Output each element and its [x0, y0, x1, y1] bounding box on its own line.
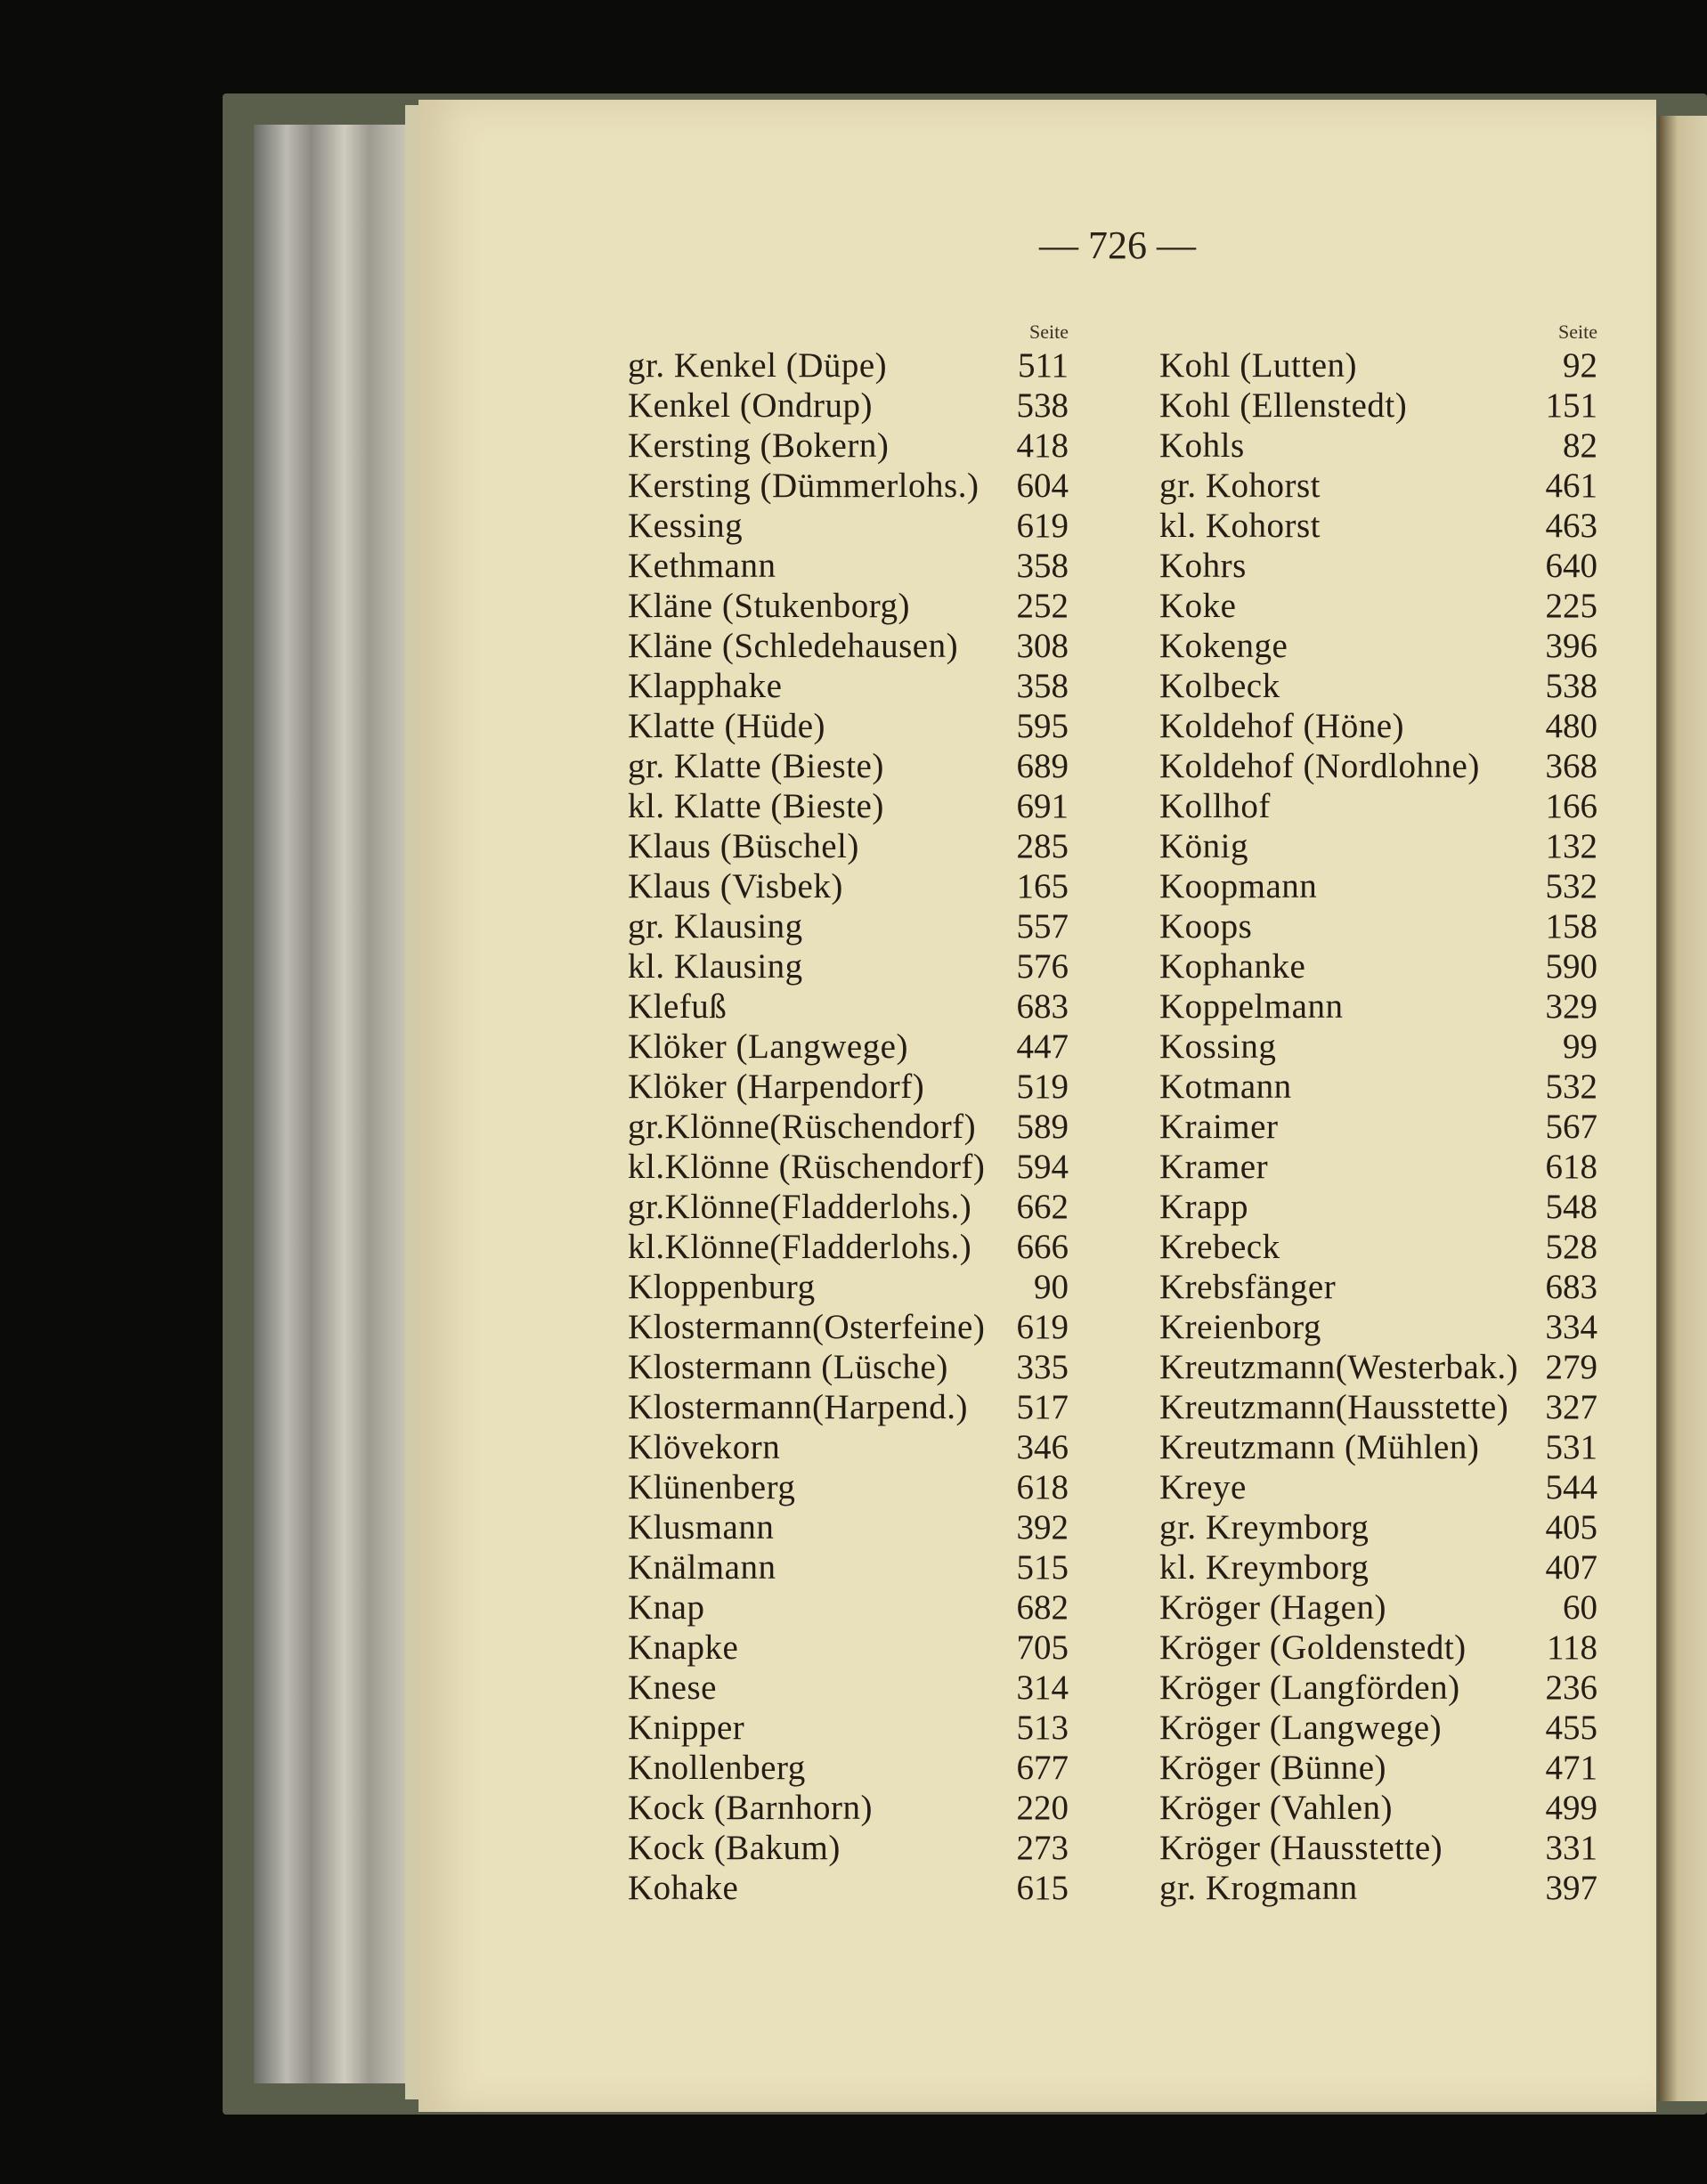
index-entry: [1159, 706, 1597, 746]
entry-page-number: 407: [1545, 1548, 1597, 1587]
entry-name: Kröger (Goldenstedt): [1159, 1628, 1467, 1667]
index-entry: [1159, 986, 1597, 1027]
entry-name: Kessing: [628, 507, 744, 545]
entry-page-number: 640: [1545, 547, 1597, 585]
entry-name: Krebsfänger: [1159, 1268, 1337, 1306]
entry-name: gr. Kreymborg: [1159, 1508, 1370, 1547]
entry-page-number: 118: [1546, 1628, 1597, 1667]
entry-name: Kreye: [1159, 1468, 1247, 1506]
entry-name: Kollhof: [1159, 787, 1271, 825]
entry-name: Koops: [1159, 907, 1253, 946]
entry-name: Kersting (Bokern): [628, 426, 890, 465]
entry-page-number: 99: [1563, 1027, 1597, 1066]
entry-name: Klusmann: [628, 1508, 775, 1547]
entry-name: Koke: [1159, 587, 1237, 625]
index-entry: [1159, 946, 1597, 986]
index-entry: [1159, 1107, 1597, 1147]
entry-name: Kethmann: [628, 547, 776, 585]
entry-page-number: 327: [1545, 1388, 1597, 1426]
index-entry: [1159, 1788, 1597, 1828]
entry-name: Knipper: [628, 1709, 745, 1747]
index-entry: [1159, 1748, 1597, 1788]
index-entry: [628, 1227, 1069, 1267]
entry-page-number: 335: [1016, 1348, 1069, 1386]
entry-name: Kenkel (Ondrup): [628, 386, 873, 425]
entry-page-number: 544: [1545, 1468, 1597, 1506]
index-entry: [628, 1307, 1069, 1347]
entry-page-number: 557: [1016, 907, 1069, 946]
entry-name: Klefuß: [628, 987, 728, 1026]
index-entry: [628, 1828, 1069, 1868]
entry-page-number: 519: [1016, 1068, 1069, 1106]
entry-name: kl. Kohorst: [1159, 507, 1321, 545]
entry-name: gr.Klönne(Fladderlohs.): [628, 1188, 972, 1226]
index-entry: [1159, 626, 1597, 666]
entry-name: Koppelmann: [1159, 987, 1344, 1026]
index-entry: [628, 786, 1069, 826]
entry-name: Kophanke: [1159, 947, 1306, 986]
index-entry: [1159, 1187, 1597, 1227]
index-entry: [628, 1187, 1069, 1227]
entry-page-number: 595: [1016, 707, 1069, 745]
entry-name: Kraimer: [1159, 1108, 1279, 1146]
entry-page-number: 662: [1016, 1188, 1069, 1226]
page-stack-edge: [254, 125, 419, 2083]
entry-page-number: 548: [1545, 1188, 1597, 1226]
entry-page-number: 397: [1545, 1869, 1597, 1907]
entry-page-number: 151: [1545, 386, 1597, 425]
index-entry: [1159, 1547, 1597, 1587]
entry-page-number: 576: [1016, 947, 1069, 986]
index-entry: [628, 1748, 1069, 1788]
entry-page-number: 236: [1545, 1668, 1597, 1707]
entry-page-number: 368: [1545, 747, 1597, 785]
index-entry: [1159, 1507, 1597, 1547]
entry-page-number: 346: [1016, 1428, 1069, 1466]
entry-name: Kolbeck: [1159, 667, 1280, 705]
index-entry: [628, 1027, 1069, 1067]
entry-page-number: 463: [1545, 507, 1597, 545]
entry-name: Kröger (Langwege): [1159, 1709, 1443, 1747]
index-entry: [628, 546, 1069, 586]
entry-page-number: 618: [1016, 1468, 1069, 1506]
index-entry: [628, 1467, 1069, 1507]
entry-name: Kreutzmann(Westerbak.): [1159, 1348, 1519, 1386]
entry-name: kl. Kreymborg: [1159, 1548, 1370, 1587]
entry-page-number: 677: [1016, 1749, 1069, 1787]
entry-page-number: 455: [1545, 1709, 1597, 1747]
index-entry: [1159, 506, 1597, 546]
index-entry: [1159, 866, 1597, 906]
index-entry: [628, 1868, 1069, 1908]
index-entry: [1159, 1628, 1597, 1668]
entry-page-number: 531: [1545, 1428, 1597, 1466]
entry-name: Kock (Bakum): [628, 1829, 841, 1867]
index-entry: [628, 1507, 1069, 1547]
entry-page-number: 252: [1016, 587, 1069, 625]
entry-page-number: 666: [1016, 1228, 1069, 1266]
entry-page-number: 158: [1545, 907, 1597, 946]
entry-name: Koopmann: [1159, 867, 1318, 905]
entry-name: Klöker (Harpendorf): [628, 1068, 925, 1106]
entry-page-number: 396: [1545, 627, 1597, 665]
index-entry: [1159, 826, 1597, 866]
entry-name: Kokenge: [1159, 627, 1288, 665]
index-entry: [628, 386, 1069, 426]
entry-name: Kröger (Bünne): [1159, 1749, 1386, 1787]
entry-page-number: 405: [1545, 1508, 1597, 1547]
index-entry: [1159, 786, 1597, 826]
entry-page-number: 682: [1016, 1588, 1069, 1627]
entry-page-number: 528: [1545, 1228, 1597, 1266]
entry-page-number: 60: [1563, 1588, 1597, 1627]
right-index-column: [1159, 321, 1597, 1908]
entry-name: Klövekorn: [628, 1428, 781, 1466]
index-entry: [1159, 1267, 1597, 1307]
entry-page-number: 358: [1016, 547, 1069, 585]
index-entry: [628, 426, 1069, 466]
entry-name: gr. Krogmann: [1159, 1869, 1358, 1907]
index-entry: [1159, 1708, 1597, 1748]
entry-page-number: 517: [1016, 1388, 1069, 1426]
entry-page-number: 308: [1016, 627, 1069, 665]
entry-name: Kröger (Vahlen): [1159, 1789, 1393, 1827]
entry-name: Klaus (Visbek): [628, 867, 843, 905]
entry-page-number: 82: [1563, 426, 1597, 465]
index-entry: [1159, 1227, 1597, 1267]
index-entry: [628, 906, 1069, 946]
index-entry: [1159, 1027, 1597, 1067]
entry-page-number: 480: [1545, 707, 1597, 745]
index-entry: [628, 1347, 1069, 1387]
entry-page-number: 165: [1016, 867, 1069, 905]
right-entries-list: [1159, 345, 1597, 1908]
entry-page-number: 334: [1545, 1308, 1597, 1346]
entry-name: Kohls: [1159, 426, 1245, 465]
index-entry: [628, 506, 1069, 546]
entry-page-number: 615: [1016, 1869, 1069, 1907]
entry-page-number: 511: [1017, 346, 1069, 385]
index-entry: [628, 1107, 1069, 1147]
index-entry: [1159, 906, 1597, 946]
entry-name: gr. Kohorst: [1159, 467, 1321, 505]
entry-page-number: 461: [1545, 467, 1597, 505]
entry-page-number: 590: [1545, 947, 1597, 986]
entry-page-number: 331: [1545, 1829, 1597, 1867]
index-entry: [628, 706, 1069, 746]
entry-name: Knapke: [628, 1628, 739, 1667]
entry-page-number: 358: [1016, 667, 1069, 705]
index-entry: [628, 1628, 1069, 1668]
entry-page-number: 92: [1563, 346, 1597, 385]
index-entry: [1159, 426, 1597, 466]
entry-name: gr. Klatte (Bieste): [628, 747, 884, 785]
index-entry: [1159, 386, 1597, 426]
entry-name: kl. Klatte (Bieste): [628, 787, 884, 825]
entry-page-number: 273: [1016, 1829, 1069, 1867]
index-entry: [628, 946, 1069, 986]
entry-name: Knese: [628, 1668, 717, 1707]
entry-name: Kohl (Lutten): [1159, 346, 1358, 385]
entry-name: König: [1159, 827, 1248, 865]
entry-page-number: 132: [1545, 827, 1597, 865]
entry-page-number: 589: [1016, 1108, 1069, 1146]
entry-name: Kossing: [1159, 1027, 1277, 1066]
entry-name: Kläne (Schledehausen): [628, 627, 959, 665]
index-entry: [628, 1147, 1069, 1187]
index-entry: [628, 1267, 1069, 1307]
entry-name: Kläne (Stukenborg): [628, 587, 910, 625]
index-entry: [1159, 1387, 1597, 1427]
entry-page-number: 683: [1016, 987, 1069, 1026]
index-entry: [628, 1547, 1069, 1587]
entry-page-number: 392: [1016, 1508, 1069, 1547]
entry-name: Kreutzmann (Mühlen): [1159, 1428, 1480, 1466]
entry-page-number: 314: [1016, 1668, 1069, 1707]
entry-name: Klöker (Langwege): [628, 1027, 908, 1066]
index-entry: [628, 1387, 1069, 1427]
index-entry: [628, 866, 1069, 906]
left-entries-list: [628, 345, 1069, 1908]
entry-page-number: 90: [1034, 1268, 1069, 1306]
entry-name: Krebeck: [1159, 1228, 1280, 1266]
index-entry: [1159, 546, 1597, 586]
index-entry: [628, 666, 1069, 706]
entry-name: Kohl (Ellenstedt): [1159, 386, 1408, 425]
index-entry: [1159, 1347, 1597, 1387]
entry-page-number: 619: [1016, 1308, 1069, 1346]
index-entry: [628, 466, 1069, 506]
entry-name: Klatte (Hüde): [628, 707, 825, 745]
entry-name: Koldehof (Höne): [1159, 707, 1404, 745]
facing-page-edge: [1658, 116, 1707, 2101]
index-entry: [628, 1668, 1069, 1708]
index-entry: [1159, 586, 1597, 626]
index-entry: [628, 586, 1069, 626]
entry-page-number: 285: [1016, 827, 1069, 865]
index-entry: [1159, 1427, 1597, 1467]
index-entry: [1159, 1067, 1597, 1107]
index-entry: [628, 746, 1069, 786]
entry-page-number: 705: [1016, 1628, 1069, 1667]
entry-name: Koldehof (Nordlohne): [1159, 747, 1480, 785]
entry-page-number: 594: [1016, 1148, 1069, 1186]
entry-page-number: 691: [1016, 787, 1069, 825]
index-entry: [1159, 746, 1597, 786]
entry-page-number: 683: [1545, 1268, 1597, 1306]
index-entry: [628, 1788, 1069, 1828]
entry-name: gr. Kenkel (Düpe): [628, 346, 888, 385]
entry-name: Klaus (Büschel): [628, 827, 859, 865]
entry-name: Klostermann (Lüsche): [628, 1348, 948, 1386]
entry-page-number: 532: [1545, 1068, 1597, 1106]
right-column-header: Seite: [1558, 321, 1597, 343]
entry-name: Knollenberg: [628, 1749, 806, 1787]
index-entry: [1159, 1147, 1597, 1187]
index-entry: [1159, 1467, 1597, 1507]
entry-name: Kreutzmann(Hausstette): [1159, 1388, 1509, 1426]
index-entry: [628, 626, 1069, 666]
index-entry: [1159, 1868, 1597, 1908]
entry-name: kl.Klönne(Fladderlohs.): [628, 1228, 972, 1266]
index-entry: [1159, 666, 1597, 706]
entry-name: kl.Klönne (Rüschendorf): [628, 1148, 986, 1186]
entry-name: Kreienborg: [1159, 1308, 1321, 1346]
left-column-header: Seite: [1029, 321, 1069, 343]
entry-name: Kotmann: [1159, 1068, 1292, 1106]
entry-page-number: 447: [1016, 1027, 1069, 1066]
entry-page-number: 515: [1016, 1548, 1069, 1587]
entry-page-number: 513: [1016, 1709, 1069, 1747]
entry-name: kl. Klausing: [628, 947, 803, 986]
entry-name: Klünenberg: [628, 1468, 796, 1506]
entry-page-number: 689: [1016, 747, 1069, 785]
entry-page-number: 329: [1545, 987, 1597, 1026]
index-entry: [628, 986, 1069, 1027]
index-entry: [1159, 466, 1597, 506]
entry-page-number: 567: [1545, 1108, 1597, 1146]
page-number: — 726 —: [1039, 223, 1196, 267]
index-entry: [628, 826, 1069, 866]
index-entry: [1159, 345, 1597, 386]
index-entry: [628, 1067, 1069, 1107]
entry-name: Kohake: [628, 1869, 739, 1907]
entry-name: Kersting (Dümmerlohs.): [628, 467, 979, 505]
index-entry: [1159, 1307, 1597, 1347]
index-entry: [1159, 1828, 1597, 1868]
index-entry: [1159, 1587, 1597, 1628]
entry-page-number: 418: [1016, 426, 1069, 465]
entry-page-number: 471: [1545, 1749, 1597, 1787]
index-entry: [628, 1587, 1069, 1628]
entry-name: Kohrs: [1159, 547, 1247, 585]
entry-page-number: 166: [1545, 787, 1597, 825]
index-entry: [628, 345, 1069, 386]
entry-name: Kröger (Langförden): [1159, 1668, 1460, 1707]
entry-page-number: 604: [1016, 467, 1069, 505]
entry-name: Klostermann(Osterfeine): [628, 1308, 986, 1346]
entry-page-number: 225: [1545, 587, 1597, 625]
entry-name: Kröger (Hausstette): [1159, 1829, 1443, 1867]
entry-name: Kröger (Hagen): [1159, 1588, 1386, 1627]
entry-page-number: 618: [1545, 1148, 1597, 1186]
entry-name: Knälmann: [628, 1548, 776, 1587]
entry-name: Klostermann(Harpend.): [628, 1388, 968, 1426]
entry-page-number: 279: [1545, 1348, 1597, 1386]
entry-page-number: 220: [1016, 1789, 1069, 1827]
entry-page-number: 619: [1016, 507, 1069, 545]
entry-page-number: 538: [1545, 667, 1597, 705]
entry-name: Kramer: [1159, 1148, 1269, 1186]
entry-name: Kloppenburg: [628, 1268, 816, 1306]
index-entry: [1159, 1668, 1597, 1708]
entry-name: Krapp: [1159, 1188, 1248, 1226]
entry-page-number: 538: [1016, 386, 1069, 425]
entry-name: gr.Klönne(Rüschendorf): [628, 1108, 977, 1146]
entry-name: Kock (Barnhorn): [628, 1789, 873, 1827]
entry-page-number: 532: [1545, 867, 1597, 905]
entry-name: Klapphake: [628, 667, 783, 705]
entry-name: Knap: [628, 1588, 705, 1627]
index-entry: [628, 1708, 1069, 1748]
entry-page-number: 499: [1545, 1789, 1597, 1827]
index-entry: [628, 1427, 1069, 1467]
left-index-column: [628, 321, 1069, 1908]
entry-name: gr. Klausing: [628, 907, 803, 946]
